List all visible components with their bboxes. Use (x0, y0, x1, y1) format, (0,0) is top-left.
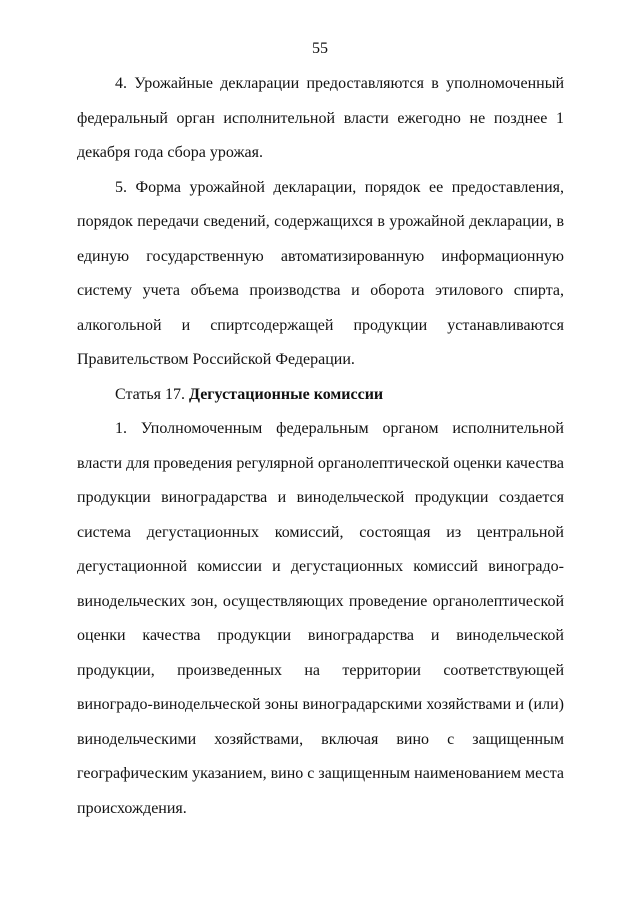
article-label: Статья 17. (115, 385, 185, 403)
article-title: Дегустационные комиссии (188, 385, 384, 403)
article-heading (77, 378, 564, 413)
paragraph-4-harvest-declarations: 4. Урожайные декларации предоставляются в уполномоченный федеральный орган исполнительной власти ежегодно не позднее 1 декабря года сбора урожая. (77, 75, 564, 161)
paragraph-1-tasting-commissions: 1. Уполномоченным федеральным органом исполнительной власти для проведения регулярной органолептической оценки качества продукции виноградарства и винодельческой продукции создается система дегустационных комиссий, состоящая из центральной дегустационной комиссии и дегустационных комиссий виноградо-винодельческих зон, осуществляющих проведение органолептической оценки качества продукции виноградарства и винодельческой продукции, произведенных на территории соответствующей виноградо-винодельческой зоны виноградарскими хозяйствами и (или) винодельческими хозяйствами, включая вино с защищенным географическим указанием, вино с защищенным наименованием места происхождения. (77, 420, 564, 817)
page-number: 55 (312, 40, 328, 57)
paragraph-5-declaration-form: 5. Форма урожайной декларации, порядок ее предоставления, порядок передачи сведений, содержащихся в урожайной декларации, в единую государственную автоматизированную информационную систему учета объема производства и оборота этилового спирта, алкогольной и спиртсодержащей продукции устанавливаются Правительством Российской Федерации. (77, 178, 564, 368)
document-body (77, 67, 564, 826)
